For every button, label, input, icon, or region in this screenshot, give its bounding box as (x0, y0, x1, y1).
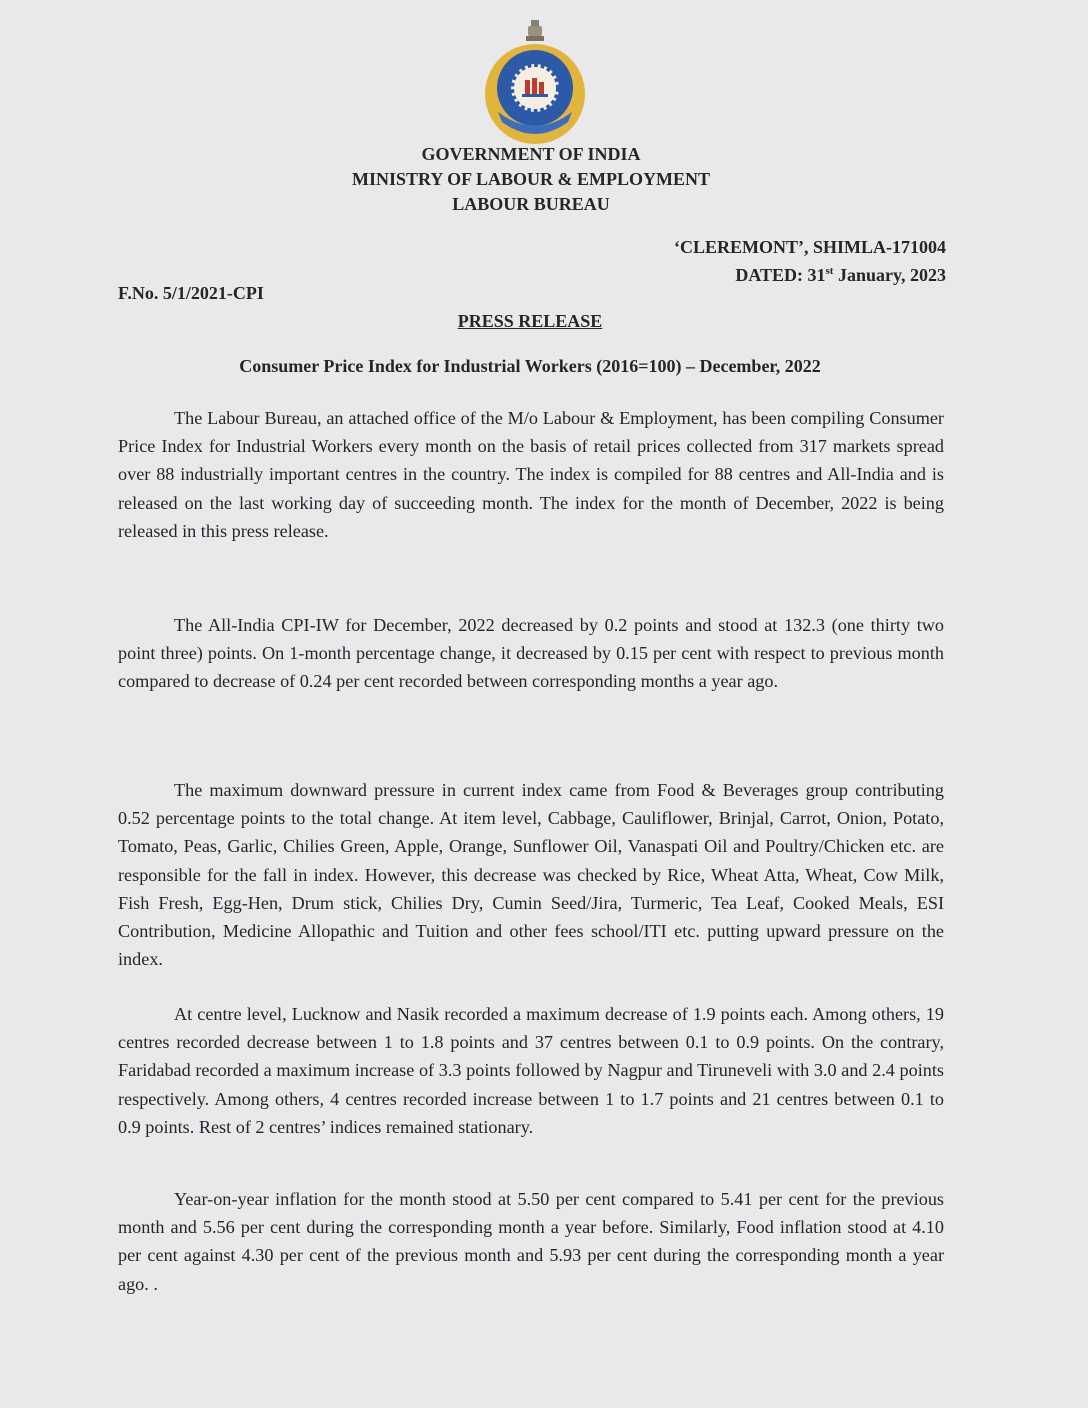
file-number: F.No. 5/1/2021-CPI (118, 283, 264, 303)
header-bureau: LABOUR BUREAU (452, 194, 610, 214)
release-subtitle: Consumer Price Index for Industrial Workers (2016=100) – December, 2022 (239, 356, 821, 376)
date-rest: January, 2023 (833, 265, 946, 285)
date-label: DATED: 31 (735, 265, 826, 285)
date-suffix: st (825, 265, 834, 277)
labour-bureau-emblem-icon (476, 18, 594, 146)
paragraph-centre-level: At centre level, Lucknow and Nasik recorded a maximum decrease of 1.9 points each. Among others, 19 centres recorded decrease between 1 to 1.8 points and 37 centres between 0.1 to 0.9 points. On the contrary, Faridabad recorded a maximum increase of 3.3 points followed by Nagpur and Tiruneveli with 3.0 and 2.4 points respectively. Among others, 4 centres recorded increase between 1 to 1.7 points and 21 centres between 0.1 to 0.9 points. Rest of 2 centres’ indices remained stationary. (118, 1004, 944, 1137)
header-government: GOVERNMENT OF INDIA (421, 144, 641, 164)
paragraph-all-india-index: The All-India CPI-IW for December, 2022 decreased by 0.2 points and stood at 132.3 (one thirty two point three) points. On 1-month percentage change, it decreased by 0.15 per cent with respect to previous month compared to decrease of 0.24 per cent recorded between corresponding months a year ago. (118, 615, 944, 692)
press-release-heading: PRESS RELEASE (457, 311, 603, 331)
release-date (735, 265, 946, 286)
header-ministry: MINISTRY OF LABOUR & EMPLOYMENT (351, 169, 711, 189)
office-address: ‘CLEREMONT’, SHIMLA-171004 (673, 237, 946, 257)
paragraph-item-level: The maximum downward pressure in current index came from Food & Beverages group contributing 0.52 percentage points to the total change. At item level, Cabbage, Cauliflower, Brinjal, Carrot, Onion, Potato, Tomato, Peas, Garlic, Chilies Green, Apple, Orange, Sunflower Oil, Vanaspati Oil and Poultry/Chicken etc. are responsible for the fall in index. However, this decrease was checked by Rice, Wheat Atta, Wheat, Cow Milk, Fish Fresh, Egg-Hen, Drum stick, Chilies Dry, Cumin Seed/Jira, Turmeric, Tea Leaf, Cooked Meals, ESI Contribution, Medicine Allopathic and Tuition and other fees school/ITI etc. putting upward pressure on the index. (118, 780, 944, 970)
paragraph-intro: The Labour Bureau, an attached office of the M/o Labour & Employment, has been compiling Consumer Price Index for Industrial Workers every month on the basis of retail prices collected from 317 markets spread over 88 industrially important centres in the country. The index is compiled for 88 centres and All-India and is released on the last working day of succeeding month. The index for the month of December, 2022 is being released in this press release. (118, 408, 944, 541)
paragraph-inflation: Year-on-year inflation for the month stood at 5.50 per cent compared to 5.41 per cent for the previous month and 5.56 per cent during the corresponding month a year before. Similarly, Food inflation stood at 4.10 per cent against 4.30 per cent of the previous month and 5.93 per cent during the corresponding month a year ago. . (118, 1189, 944, 1294)
